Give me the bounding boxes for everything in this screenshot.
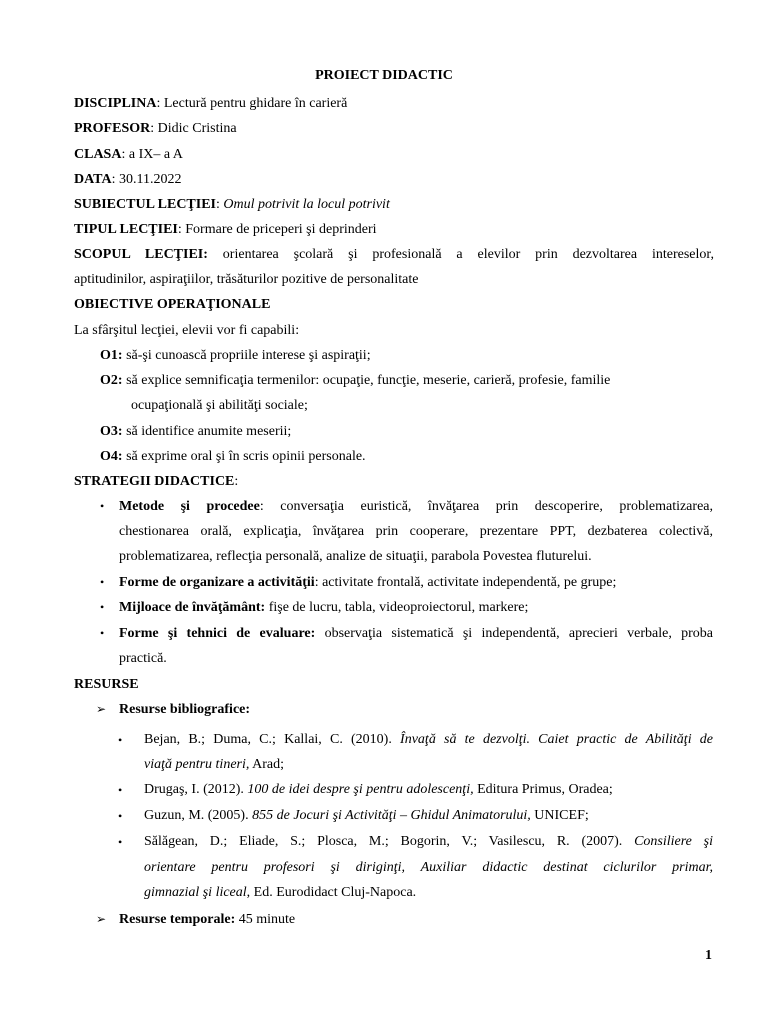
field-value: : Formare de priceperi şi deprinderi <box>177 222 377 237</box>
bullet-icon: • <box>118 733 123 747</box>
reference-cont <box>144 756 284 774</box>
objective-text: să exprime oral şi în scris opinii personale. <box>122 449 366 464</box>
objective-code: O3: <box>100 424 123 439</box>
field-tipul <box>74 221 377 239</box>
strategy-value: fişe de lucru, tabla, videoproiectorul, markere; <box>265 600 529 615</box>
field-label: CLASA <box>74 147 122 162</box>
arrow-bullet-icon: ➢ <box>96 912 107 926</box>
field-subiect <box>74 196 390 214</box>
field-profesor <box>74 120 237 138</box>
biblio-heading: Resurse bibliografice: <box>119 702 251 717</box>
resources-heading: RESURSE <box>74 677 139 692</box>
field-disciplina <box>74 95 347 113</box>
field-value: Omul potrivit la locul potrivit <box>223 197 390 212</box>
field-separator: : <box>216 197 224 212</box>
ref-authors: Guzun, M. (2005). <box>144 808 253 823</box>
page-number: 1 <box>705 948 712 963</box>
reference-cont <box>144 884 416 902</box>
ref-title: 855 de Jocuri şi Activităţi – Ghidul Animatorului, <box>252 808 531 823</box>
strategies-heading <box>74 473 238 491</box>
objectives-heading: OBIECTIVE OPERAŢIONALE <box>74 297 271 312</box>
field-label: DATA <box>74 172 112 187</box>
arrow-bullet-icon: ➢ <box>96 702 107 716</box>
temporal-label: Resurse temporale: <box>119 912 236 927</box>
bullet-icon: • <box>118 783 123 797</box>
reference-item <box>144 731 713 749</box>
objectives-intro: La sfârşitul lecţiei, elevii vor fi capabili: <box>74 323 300 338</box>
ref-publisher: Editura Primus, Oradea; <box>473 782 613 797</box>
reference-cont: orientare pentru profesori şi diriginţi, Auxiliar didactic destinat ciclurilor primar, <box>144 860 713 875</box>
strategy-label: Metode şi procedee <box>119 499 260 514</box>
field-label: TIPUL LECŢIEI <box>74 222 178 237</box>
objective-item <box>100 372 610 390</box>
field-label: SCOPUL LECŢIEI: <box>74 247 208 262</box>
ref-title: gimnazial şi liceal <box>144 885 247 900</box>
objective-item <box>100 423 291 441</box>
reference-item <box>144 833 713 851</box>
ref-authors: Drugaş, I. (2012). <box>144 782 248 797</box>
objective-text-cont: ocupaţională şi abilităţi sociale; <box>131 398 308 413</box>
ref-publisher: UNICEF; <box>530 808 589 823</box>
temporal-resources <box>119 911 295 929</box>
field-scopul-cont: aptitudinilor, aspiraţiilor, trăsăturilor pozitive de personalitate <box>74 272 419 287</box>
bullet-icon: • <box>100 600 105 614</box>
temporal-value: 45 minute <box>235 912 296 927</box>
ref-title: 100 de idei despre şi pentru adolescenţi, <box>247 782 474 797</box>
field-label: DISCIPLINA <box>74 96 157 111</box>
field-value: : Lectură pentru ghidare în carieră <box>156 96 348 111</box>
bullet-icon: • <box>100 626 105 640</box>
field-value: orientarea şcolară şi profesională a elevilor prin dezvoltarea intereselor, <box>222 247 714 262</box>
field-value: : Didic Cristina <box>150 121 237 136</box>
objective-item <box>100 448 366 466</box>
bullet-icon: • <box>100 575 105 589</box>
ref-publisher: , Ed. Eurodidact Cluj-Napoca. <box>246 885 417 900</box>
objective-item <box>100 347 371 365</box>
strategy-metode <box>119 498 713 516</box>
field-data <box>74 171 181 189</box>
objective-text: să explice semnificaţia termenilor: ocupaţie, funcţie, meserie, carieră, profesie, familie <box>122 373 611 388</box>
ref-title: Învaţă să te dezvolţi. Caiet practic de Abilităţi de <box>400 732 713 747</box>
heading-colon: : <box>234 474 239 489</box>
strategy-label: Mijloace de învăţământ: <box>119 600 266 615</box>
objective-text: să-şi cunoască propriile interese şi aspiraţii; <box>122 348 371 363</box>
strategy-forme <box>119 574 616 592</box>
strategy-metode-cont: problematizarea, reflecţia personală, analize de situaţii, parabola Povestea fluturelui. <box>119 549 592 564</box>
objective-code: O4: <box>100 449 123 464</box>
strategy-label: Forme şi tehnici de evaluare: <box>119 626 316 641</box>
ref-title: viaţă pentru tineri, <box>144 757 250 772</box>
strategy-evaluare <box>119 625 713 643</box>
strategy-value: : activitate frontală, activitate independentă, pe grupe; <box>314 575 617 590</box>
objective-code: O2: <box>100 373 123 388</box>
field-clasa <box>74 146 183 164</box>
ref-authors: Bejan, B.; Duma, C.; Kallai, C. (2010). <box>144 732 401 747</box>
strategy-mijloace <box>119 599 528 617</box>
field-value: : 30.11.2022 <box>111 172 182 187</box>
bullet-icon: • <box>118 835 123 849</box>
ref-title: Consiliere şi <box>634 834 713 849</box>
ref-authors: Sălăgean, D.; Eliade, S.; Plosca, M.; Bogorin, V.; Vasilescu, R. (2007). <box>144 834 635 849</box>
field-label: PROFESOR <box>74 121 151 136</box>
field-label: SUBIECTUL LECŢIEI <box>74 197 217 212</box>
reference-item <box>144 781 613 799</box>
strategy-metode-cont: chestionarea orală, explicaţia, învăţarea prin cooperare, prezentare PPT, dezbaterea colectivă, <box>119 524 713 539</box>
field-value: : a IX– a A <box>121 147 183 162</box>
objective-text: să identifice anumite meserii; <box>122 424 292 439</box>
bullet-icon: • <box>118 809 123 823</box>
strategy-value: observaţia sistematică şi independentă, aprecieri verbale, proba <box>315 626 713 641</box>
heading-text: STRATEGII DIDACTICE <box>74 474 235 489</box>
strategy-label: Forme de organizare a activităţii <box>119 575 315 590</box>
field-scopul <box>74 246 714 264</box>
bullet-icon: • <box>100 499 105 513</box>
document-title: PROIECT DIDACTIC <box>315 68 453 83</box>
ref-publisher: Arad; <box>249 757 284 772</box>
strategy-value: : conversaţia euristică, învăţarea prin descoperire, problematizarea, <box>259 499 713 514</box>
reference-item <box>144 807 589 825</box>
objective-code: O1: <box>100 348 123 363</box>
strategy-evaluare-cont: practică. <box>119 651 167 666</box>
